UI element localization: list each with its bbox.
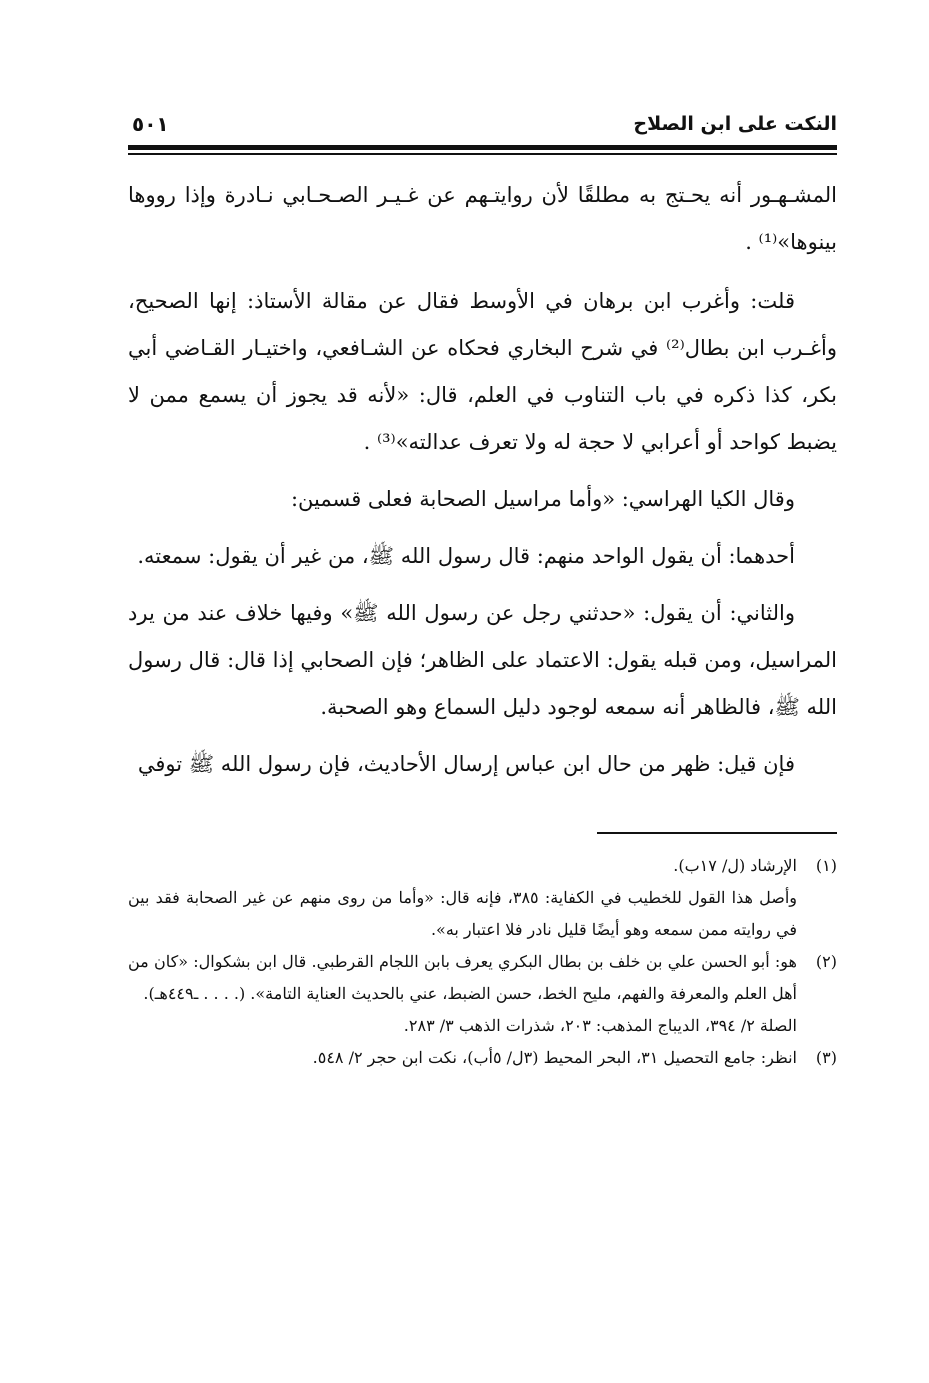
footnote-1-continuation xyxy=(128,882,837,946)
paragraph: أحدهما: أن يقول الواحد منهم: قال رسول الله ﷺ، من غير أن يقول: سمعته. xyxy=(137,544,795,568)
footnote-2 xyxy=(128,946,837,1010)
footnote-text: الإرشاد (ل/ ١٧ب). xyxy=(673,856,797,875)
footnote-number: (١) xyxy=(815,856,837,875)
footnote-separator xyxy=(597,832,837,834)
footnote-text: هو: أبو الحسن علي بن خلف بن بطال البكري يعرف بابن اللجام القرطبي. قال ابن بشكوال: «كان من أهل العلم والمعرفة والفهم، مليح الخط، حسن الضبط، عني بالحديث العناية التامة». (. . . . ـ٤٤٩هـ). xyxy=(128,952,797,1003)
footnote-number: (٢) xyxy=(815,952,837,971)
footnotes xyxy=(128,850,837,1074)
page-number: ٥٠١ xyxy=(132,112,169,136)
running-title: النكت على ابن الصلاح xyxy=(633,113,837,135)
paragraph: المشـهـور أنه يحـتج به مطلقًا لأن روايتـهم عن غـيـر الصـحـابي نـادرة وإذا رووها بينوها»⁽¹⁾ . xyxy=(128,183,837,254)
footnote-2-continuation xyxy=(128,1010,837,1042)
main-text xyxy=(128,172,837,788)
page-header xyxy=(128,110,837,140)
header-rule-thin xyxy=(128,153,837,155)
paragraph: وقال الكيا الهراسي: «وأما مراسيل الصحابة فعلى قسمين: xyxy=(290,487,795,511)
footnote-3 xyxy=(128,1042,837,1074)
footnote-1 xyxy=(128,850,837,882)
footnote-text: انظر: جامع التحصيل ٣١، البحر المحيط (٣ل/ ٥أب)، نكت ابن حجر ٢/ ٥٤٨. xyxy=(312,1048,797,1067)
footnote-number: (٣) xyxy=(815,1048,837,1067)
footnote-text: الصلة ٢/ ٣٩٤، الديباج المذهب: ٢٠٣، شذرات الذهب ٣/ ٢٨٣. xyxy=(403,1016,797,1035)
header-rule-thick xyxy=(128,145,837,150)
paragraph: والثاني: أن يقول: «حدثني رجل عن رسول الله ﷺ» وفيها خلاف عند من يرد المراسيل، ومن قبله يقول: الاعتماد على الظاهر؛ فإن الصحابي إذا قال: قال رسول الله ﷺ، فالظاهر أنه سمعه لوجود دليل السماع وهو الصحبة. xyxy=(128,601,837,719)
paragraph: قلت: وأغرب ابن برهان في الأوسط فقال عن مقالة الأستاذ: إنها الصحيح، وأغـرب ابن بطال⁽²⁾ في شرح البخاري فحكاه عن الشـافعي، واختيـار القـاضي أبي بكر، كذا ذكره في باب التناوب في العلم، قال: «لأنه قد يجوز أن يسمع ممن لا يضبط كواحد أو أعرابي لا حجة له ولا تعرف عدالته»⁽³⁾ . xyxy=(128,289,837,454)
footnote-text: وأصل هذا القول للخطيب في الكفاية: ٣٨٥، فإنه قال: «وأما من روى منهم عن غير الصحابة فقد بين في روايته ممن سمعه وهو أيضًا قليل نادر فلا اعتبار به». xyxy=(128,888,798,939)
paragraph: فإن قيل: ظهر من حال ابن عباس إرسال الأحاديث، فإن رسول الله ﷺ توفي xyxy=(137,752,795,776)
